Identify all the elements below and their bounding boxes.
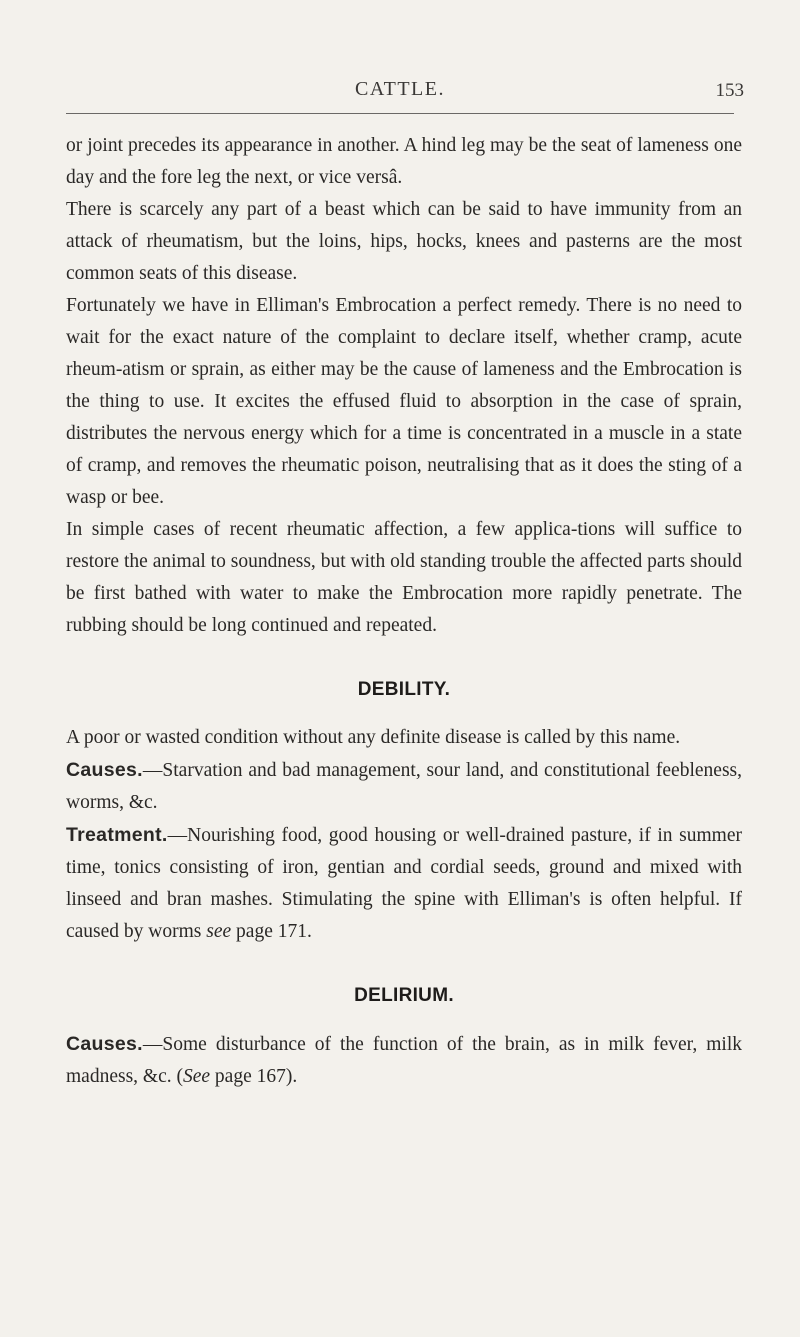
treatment-text: Nourishing food, good housing or well-drained pasture, if in summer time, tonics consisting of iron, gentian and cordial seeds, ground and mixed with linseed and bran mashes. Stimulating the spine with Elliman's is often helpful. If caused by worms <box>66 825 742 942</box>
section-heading-debility: DEBILITY. <box>357 679 451 700</box>
paragraph-rheumatism-seats: There is scarcely any part of a beast which can be said to have immunity from an attack of rheumatism, but the loins, hips, hocks, knees and pasterns are the most common seats of this disease. <box>66 199 742 284</box>
causes-label: Causes. <box>66 759 143 781</box>
debility-causes <box>66 754 742 819</box>
em-dash: — <box>142 760 163 781</box>
causes-text: Starvation and bad management, sour land, and constitutional feebleness, worms, &c. <box>66 760 742 813</box>
delirium-causes <box>66 1028 742 1093</box>
body-text <box>66 130 742 1093</box>
see-reference: see <box>206 921 232 942</box>
paragraph-embrocation-remedy: Fortunately we have in Elliman's Embrocation a perfect remedy. There is no need to wait for the exact nature of the complaint to declare itself, whether cramp, acute rheum-atism or sprain, as either may be the cause of lameness and the Embrocation is the thing to use. It excites the effused fluid to absorption in the case of sprain, distributes the nervous energy which for a time is concentrated in a muscle in a state of cramp, and removes the rheumatic poison, neutralising that as it does the sting of a wasp or bee. <box>66 295 742 508</box>
paragraph-continuation: or joint precedes its appearance in another. A hind leg may be the seat of lameness one day and the fore leg the next, or vice versâ. <box>66 135 742 188</box>
debility-intro: A poor or wasted condition without any definite disease is called by this name. <box>66 727 681 748</box>
running-head <box>0 76 800 106</box>
running-title: CATTLE. <box>355 78 445 100</box>
header-rule <box>66 113 734 114</box>
treatment-label: Treatment. <box>66 824 168 846</box>
section-heading-delirium: DELIRIUM. <box>354 985 454 1006</box>
em-dash: — <box>142 1034 163 1055</box>
see-reference: See <box>182 1066 211 1087</box>
page-reference: page 167). <box>214 1066 298 1087</box>
page-number: 153 <box>715 80 744 101</box>
em-dash: — <box>167 825 188 846</box>
causes-text: Some disturbance of the function of the brain, as in milk fever, milk madness, &c. ( <box>66 1034 742 1087</box>
causes-label: Causes. <box>66 1033 143 1055</box>
paragraph-simple-cases: In simple cases of recent rheumatic affection, a few applica-tions will suffice to restore the animal to soundness, but with old standing trouble the affected parts should be first bathed with water to make the Embrocation more rapidly penetrate. The rubbing should be long continued and repeated. <box>66 519 742 636</box>
page-reference: page 171. <box>236 921 312 942</box>
debility-treatment <box>66 819 742 948</box>
